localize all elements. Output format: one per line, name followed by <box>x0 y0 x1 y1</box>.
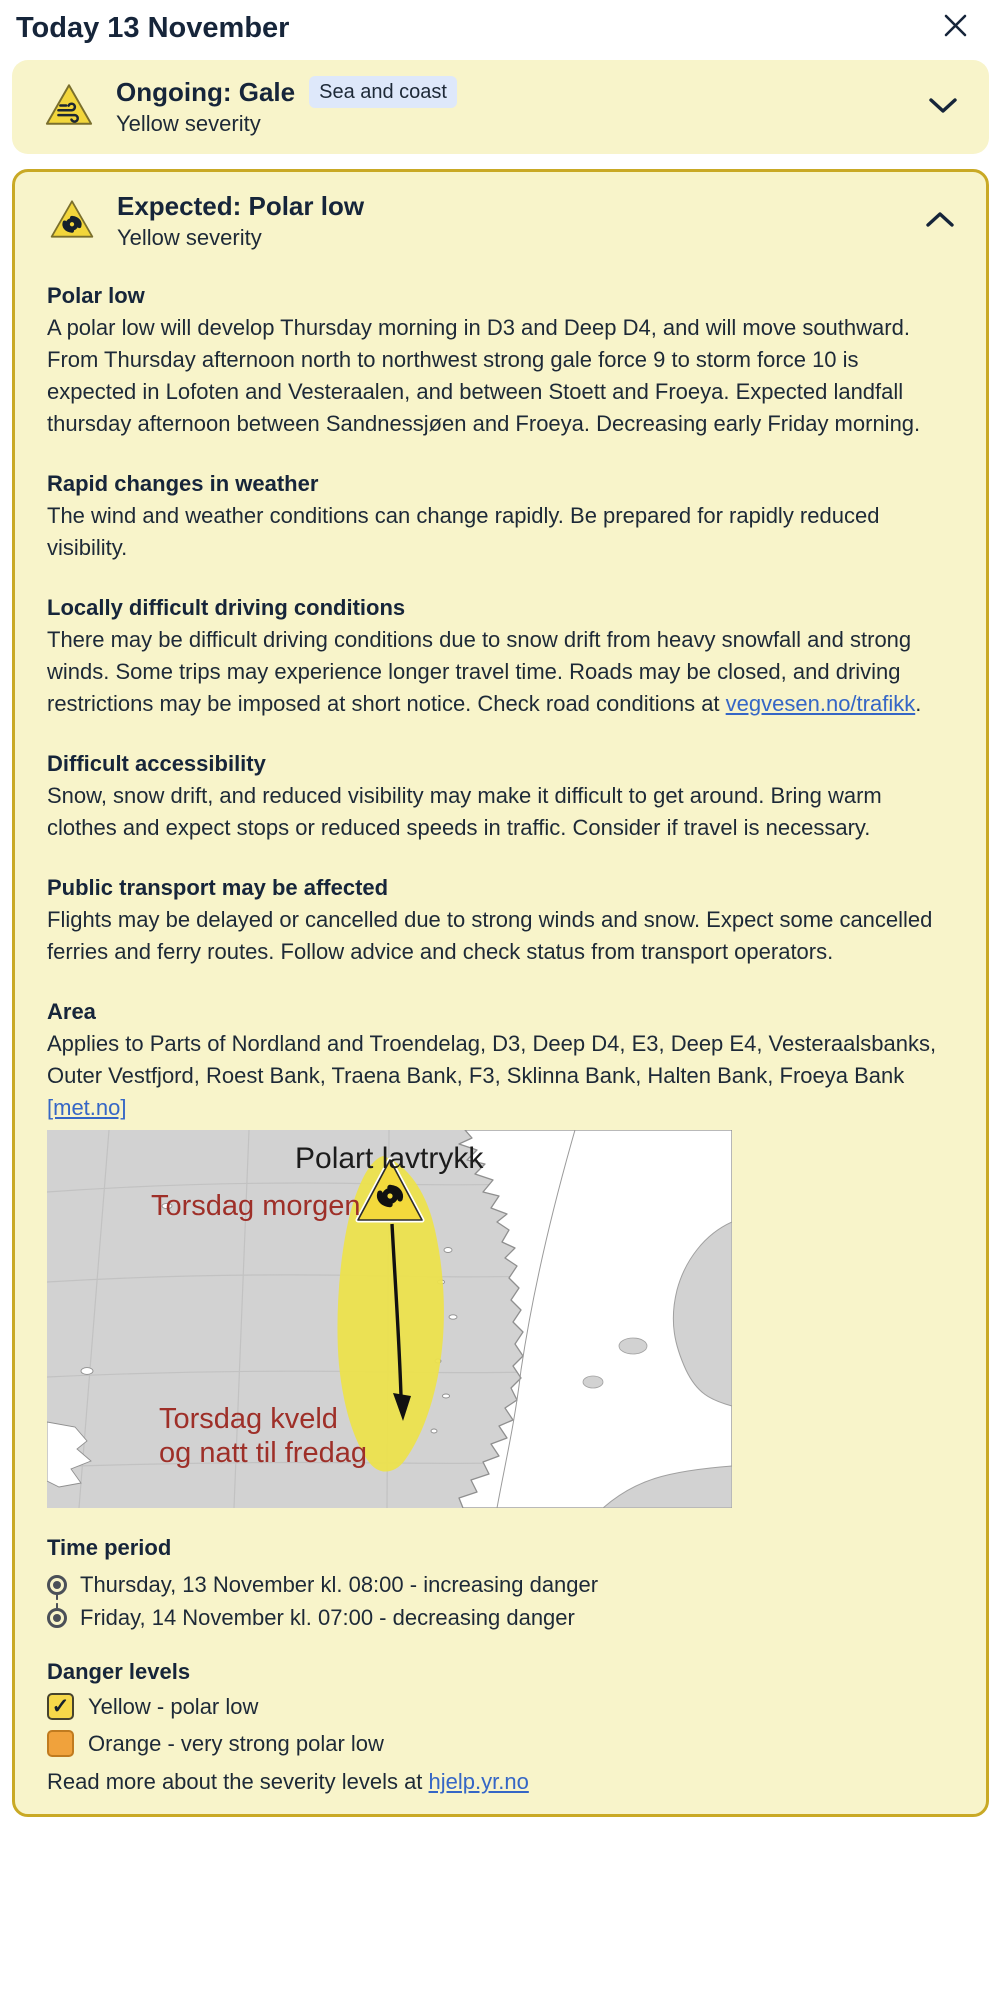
timeline-end-icon <box>47 1608 67 1628</box>
vegvesen-link[interactable]: vegvesen.no/trafikk <box>725 691 916 716</box>
close-icon <box>942 12 969 39</box>
section-area <box>33 996 960 1124</box>
section-heading: Polar low <box>47 283 145 308</box>
danger-level-label: Yellow - polar low <box>88 1693 259 1719</box>
page-title: Today 13 November <box>16 12 290 44</box>
time-period-label: Thursday, 13 November kl. 08:00 - increasing danger <box>80 1571 599 1597</box>
map-image <box>47 1130 732 1508</box>
danger-level-item <box>47 1725 952 1762</box>
danger-level-item <box>47 1688 952 1725</box>
collapse-polar-button[interactable] <box>920 206 960 236</box>
section-body: The wind and weather conditions can change rapidly. Be prepared for rapidly reduced visibility. <box>47 503 880 560</box>
section-rapid-changes <box>33 468 960 564</box>
section-heading: Time period <box>47 1535 172 1560</box>
section-heading: Difficult accessibility <box>47 751 266 776</box>
section-driving-conditions <box>33 592 960 720</box>
orange-unchecked-checkbox-icon <box>47 1730 74 1757</box>
warning-area-map <box>47 1130 732 1508</box>
body-text: There may be difficult driving conditions due to snow drift from heavy snowfall and strong winds. Some trips may experience longer travel time. Roads may be closed, and driving restrictions may be imposed at short notice. Check road conditions at <box>47 627 912 716</box>
section-body: Applies to Parts of Nordland and Troendelag, D3, Deep D4, E3, Deep E4, Vesteraalsbanks, Outer Vestfjord, Roest Bank, Traena Bank, F3, Sklinna Bank, Halten Bank, Froeya Bank <box>47 1031 937 1088</box>
close-button[interactable] <box>940 10 971 44</box>
timeline-start-icon <box>47 1575 67 1595</box>
section-time-period <box>33 1532 960 1634</box>
chevron-down-icon <box>927 96 959 115</box>
section-body: Flights may be delayed or cancelled due to strong winds and snow. Expect some cancelled ferries and ferry routes. Follow advice and check status from transport operators. <box>47 907 933 964</box>
section-body: A polar low will develop Thursday morning in D3 and Deep D4, and will move southward. From Thursday afternoon north to northwest strong gale force 9 to storm force 10 is expected in Lofoten and Vesteraalen, and between Stoett and Froeya. Expected landfall thursday afternoon between Sandnessjøen and Froeya. Decreasing early Friday morning. <box>47 315 921 436</box>
section-heading: Area <box>47 999 96 1024</box>
polar-card-title: Expected: Polar low <box>117 191 365 221</box>
read-more-line <box>47 1765 952 1798</box>
danger-level-label: Orange - very strong polar low <box>88 1730 384 1756</box>
map-title: Polart lavtrykk <box>295 1142 484 1175</box>
yellow-checked-checkbox-icon: ✓ <box>47 1693 74 1720</box>
time-period-item <box>47 1601 952 1634</box>
warning-card-gale[interactable] <box>12 60 989 154</box>
chevron-up-icon <box>924 210 956 229</box>
section-heading: Locally difficult driving conditions <box>47 595 406 620</box>
section-body: Snow, snow drift, and reduced visibility may make it difficult to get around. Bring warm clothes and expect stops or reduced speeds in traffic. Consider if travel is necessary. <box>47 783 882 840</box>
timeline-connector <box>56 1595 58 1608</box>
hjelp-yr-no-link[interactable]: hjelp.yr.no <box>428 1769 529 1794</box>
expand-gale-button[interactable] <box>923 92 963 122</box>
section-accessibility <box>33 748 960 844</box>
polar-severity-label: Yellow severity <box>117 225 262 250</box>
page-header <box>0 0 1001 46</box>
sea-and-coast-badge: Sea and coast <box>309 76 457 108</box>
gale-severity-label: Yellow severity <box>116 111 261 136</box>
polar-low-warning-icon <box>49 198 95 245</box>
gale-card-title: Ongoing: Gale <box>116 77 296 107</box>
warning-card-polar-low <box>12 169 989 1817</box>
map-label-thursday-evening: Torsdag kveld og natt til fredag <box>159 1403 367 1469</box>
section-heading: Rapid changes in weather <box>47 471 319 496</box>
time-period-label: Friday, 14 November kl. 07:00 - decreasing danger <box>80 1604 575 1630</box>
section-polar-low <box>33 280 960 440</box>
polar-card-header[interactable] <box>33 190 960 252</box>
map-label-thursday-morning: Torsdag morgen <box>151 1190 361 1222</box>
section-heading: Public transport may be affected <box>47 875 389 900</box>
time-period-timeline <box>47 1568 952 1634</box>
met-no-link[interactable]: [met.no] <box>47 1095 127 1120</box>
section-public-transport <box>33 872 960 968</box>
section-heading: Danger levels <box>47 1659 191 1684</box>
gale-warning-icon <box>44 82 94 132</box>
time-period-item <box>47 1568 952 1601</box>
read-more-text: Read more about the severity levels at <box>47 1769 429 1794</box>
section-body <box>47 624 952 720</box>
section-danger-levels <box>33 1656 960 1798</box>
body-text: . <box>915 691 922 716</box>
